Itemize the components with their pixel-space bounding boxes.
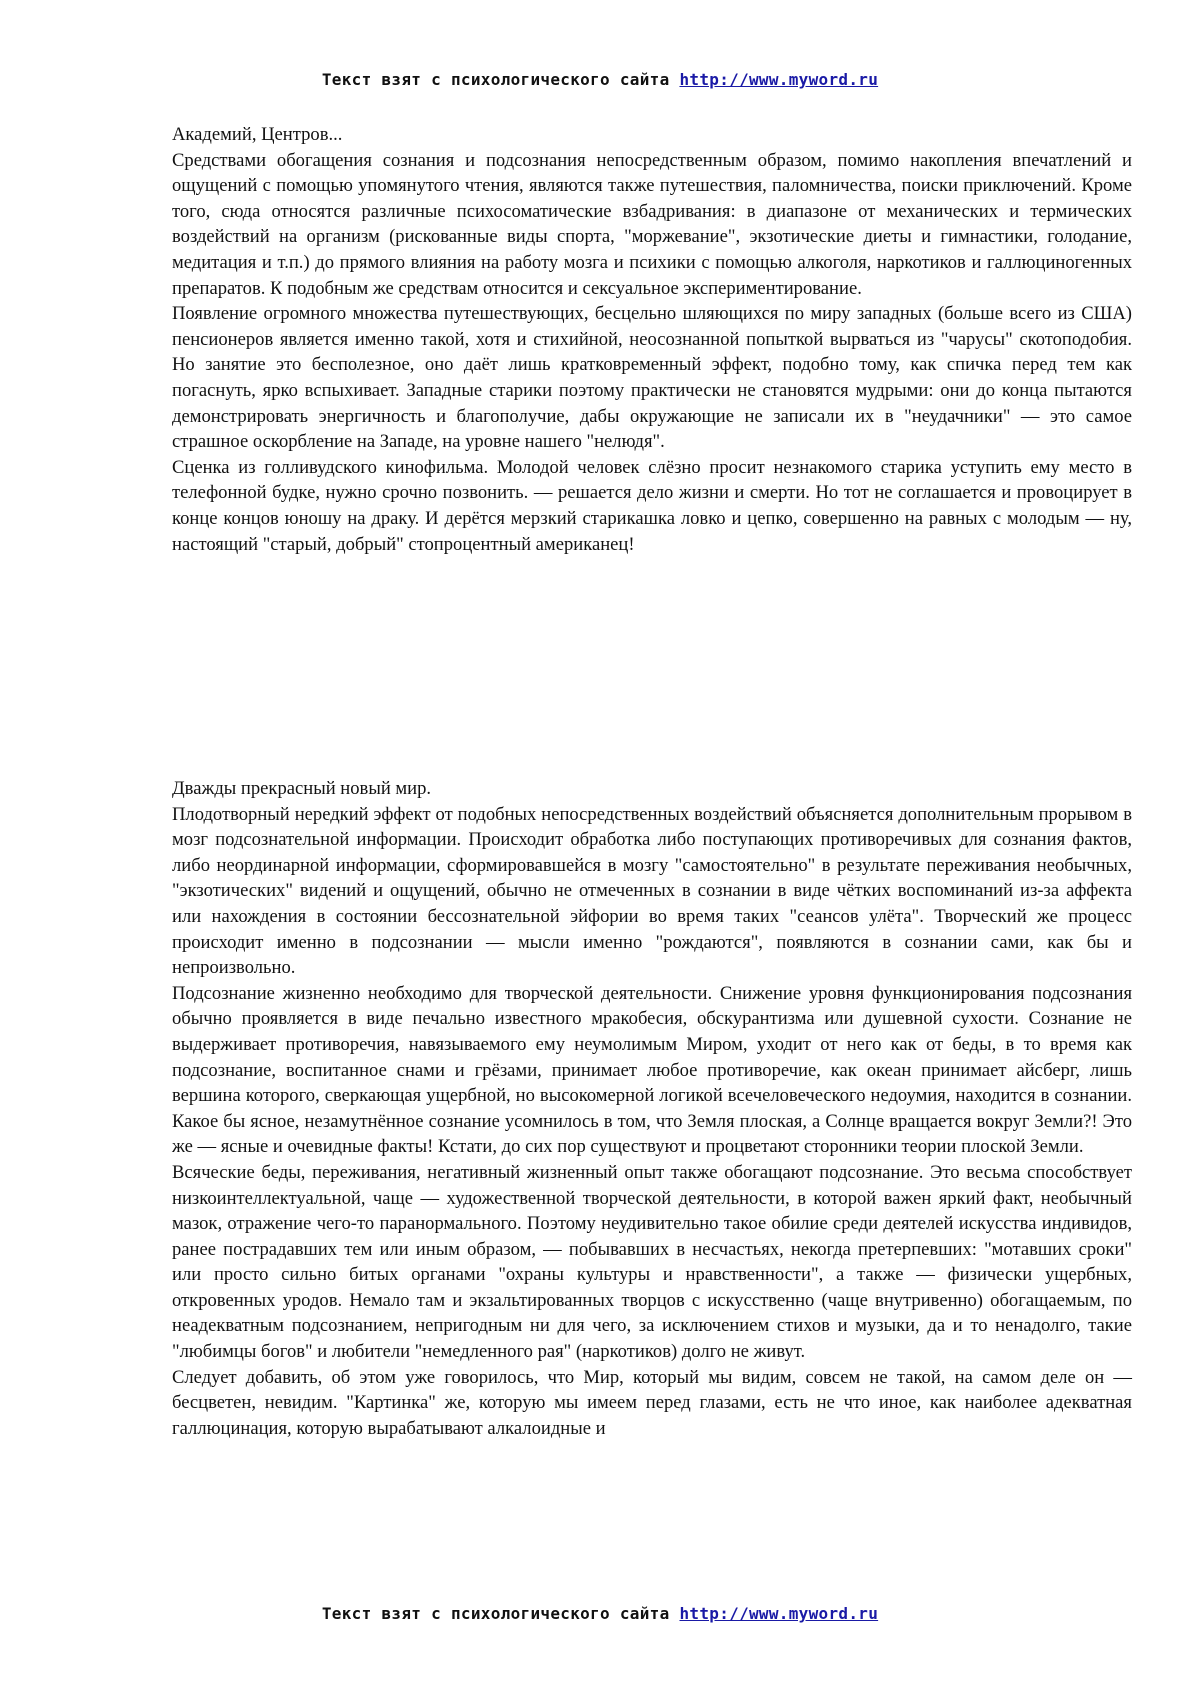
- paragraph: Средствами обогащения сознания и подсознания непосредственным образом, помимо накопления впечатлений и ощущений с помощью упомянутого чтения, являются также путешествия, паломничества, поиски приключений. Кроме того, сюда относятся различные психосоматические взбадривания: в диапазоне от механических и термических воздействий на организм (рискованные виды спорта, "моржевание", экзотические диеты и гимнастики, голодание, медитация и т.п.) до прямого влияния на работу мозга и психики с помощью алкоголя, наркотиков и галлюциногенных препаратов. К подобным же средствам относится и сексуальное экспериментирование.: [172, 148, 1132, 302]
- paragraph: Подсознание жизненно необходимо для творческой деятельности. Снижение уровня функционирования подсознания обычно проявляется в виде печально известного мракобесия, обскурантизма или душевной сухости. Сознание не выдерживает противоречия, навязываемого ему неумолимым Миром, уходит от него как от беды, в то время как подсознание, воспитанное снами и грёзами, принимает любое противоречие, как океан принимает айсберг, лишь вершина которого, сверкающая ущербной, но высокомерной логикой всечеловеческого недоумия, находится в сознании. Какое бы ясное, незамутнённое сознание усомнилось в том, что Земля плоская, а Солнце вращается вокруг Земли?! Это же — ясные и очевидные факты! Кстати, до сих пор существуют и процветают сторонники теории плоской Земли.: [172, 981, 1132, 1160]
- page-footer: [0, 1604, 1200, 1623]
- paragraph: Следует добавить, об этом уже говорилось, что Мир, который мы видим, совсем не такой, на самом деле он — бесцветен, невидим. "Картинка" же, которую мы имеем перед глазами, есть не что иное, как наиболее адекватная галлюцинация, которую вырабатывают алкалоидные и: [172, 1365, 1132, 1442]
- header-site-link[interactable]: http://www.myword.ru: [679, 70, 878, 89]
- header-prefix: Текст взят с психологического сайта: [322, 70, 670, 89]
- text-block-top: [172, 122, 1132, 557]
- section-title: Дважды прекрасный новый мир.: [172, 776, 1132, 802]
- paragraph: Плодотворный нередкий эффект от подобных непосредственных воздействий объясняется дополнительным прорывом в мозг подсознательной информации. Происходит обработка либо поступающих противоречивых для сознания фактов, либо неординарной информации, сформировавшейся в мозгу "самостоятельно" в результате переживания необычных, "экзотических" видений и ощущений, обычно не отмеченных в сознании в виде чётких воспоминаний из-за аффекта или нахождения в состоянии бессознательной эйфории во время таких "сеансов улёта". Творческий же процесс происходит именно в подсознании — мысли именно "рождаются", появляются в сознании сами, как бы и непроизвольно.: [172, 802, 1132, 981]
- footer-prefix: Текст взят с психологического сайта: [322, 1604, 670, 1623]
- paragraph: Всяческие беды, переживания, негативный жизненный опыт также обогащают подсознание. Это весьма способствует низкоинтеллектуальной, чаще — художественной творческой деятельности, в которой важен яркий факт, необычный мазок, отражение чего-то паранормального. Поэтому неудивительно такое обилие среди деятелей искусства индивидов, ранее пострадавших тем или иным образом, — побывавших в несчастьях, некогда претерпевших: "мотавших сроки" или просто сильно битых органами "охраны культуры и нравственности", а также — физически ущербных, откровенных уродов. Немало там и экзальтированных творцов с искусственно (чаще внутривенно) обогащаемым, по неадекватным подсознанием, непригодным ни для чего, за исключением стихов и музыки, да и то ненадолго, такие "любимцы богов" и любители "немедленного рая" (наркотиков) долго не живут.: [172, 1160, 1132, 1365]
- paragraph: Сценка из голливудского кинофильма. Молодой человек слёзно просит незнакомого старика уступить ему место в телефонной будке, нужно срочно позвонить. — решается дело жизни и смерти. Но тот не соглашается и провоцирует в конце концов юношу на драку. И дерётся мерзкий старикашка ловко и цепко, совершенно на равных с молодым — ну, настоящий "старый, добрый" стопроцентный американец!: [172, 455, 1132, 557]
- text-block-bottom: [172, 776, 1132, 1441]
- footer-site-link[interactable]: http://www.myword.ru: [679, 1604, 878, 1623]
- paragraph: Академий, Центров...: [172, 122, 1132, 148]
- paragraph: Появление огромного множества путешествующих, бесцельно шляющихся по миру западных (больше всего из США) пенсионеров является именно такой, хотя и стихийной, неосознанной попыткой вырваться из "чарусы" скотоподобия. Но занятие это бесполезное, оно даёт лишь кратковременный эффект, подобно тому, как спичка перед тем как погаснуть, ярко вспыхивает. Западные старики поэтому практически не становятся мудрыми: они до конца пытаются демонстрировать энергичность и благополучие, дабы окружающие не записали их в "неудачники" — это самое страшное оскорбление на Западе, на уровне нашего "нелюдя".: [172, 301, 1132, 455]
- page-header: [0, 70, 1200, 89]
